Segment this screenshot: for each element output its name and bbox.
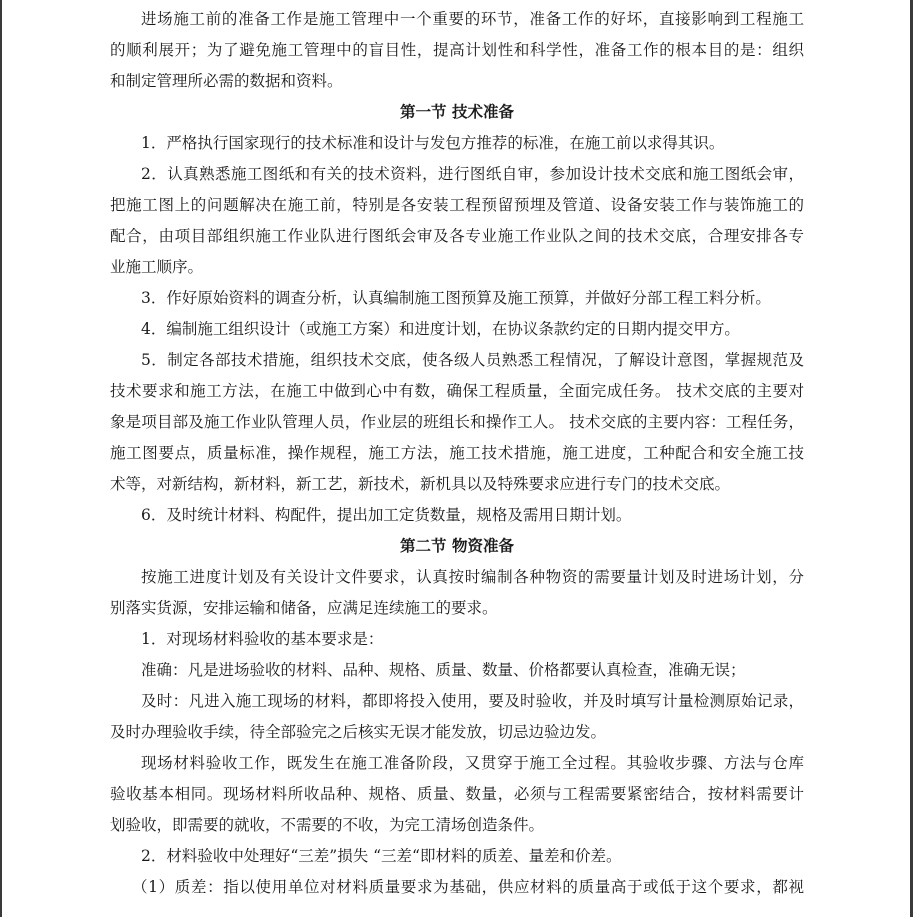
text-line: 1．对现场材料验收的基本要求是： xyxy=(141,630,384,648)
section-heading: 第二节 物资准备 xyxy=(400,536,514,555)
section-heading: 第一节 技术准备 xyxy=(400,102,514,121)
text-line: 的顺利展开；为了避免施工管理中的盲目性，提高计划性和科学性，准备工作的根本目的是：组织 xyxy=(110,41,804,59)
text-line: 6．及时统计材料、构配件，提出加工定货数量，规格及需用日期计划。 xyxy=(141,506,632,524)
text-line: 按施工进度计划及有关设计文件要求，认真按时编制各种物资的需要量计划及时进场计划，分 xyxy=(141,568,804,586)
text-line: 术等，对新结构，新材料，新工艺，新技术，新机具以及特殊要求应进行专门的技术交底。 xyxy=(110,475,731,493)
text-line: 及时办理验收手续，待全部验完之后核实无误才能发放，切忌边验边发。 xyxy=(110,723,607,741)
text-line: 划验收，即需要的就收，不需要的不收，为完工清场创造条件。 xyxy=(110,816,545,834)
text-line: 别落实货源，安排运输和储备，应满足连续施工的要求。 xyxy=(110,599,498,617)
text-line: 5．制定各部技术措施，组织技术交底，使各级人员熟悉工程情况，了解设计意图，掌握规范及 xyxy=(141,351,804,369)
text-line: 2．认真熟悉施工图纸和有关的技术资料，进行图纸自审，参加设计技术交底和施工图纸会审， xyxy=(141,165,804,183)
text-line: 配合，由项目部组织施工作业队进行图纸会审及各专业施工作业队之间的技术交底，合理安排各专 xyxy=(110,227,804,245)
text-line: （1）质差：指以使用单位对材料质量要求为基础，供应材料的质量高于或低于这个要求，都视 xyxy=(132,878,804,896)
text-line: 业施工顺序。 xyxy=(110,258,204,276)
text-line: 及时：凡进入施工现场的材料，都即将投入使用，要及时验收，并及时填写计量检测原始记录， xyxy=(141,692,804,710)
text-line: 验收基本相同。现场材料所收品种、规格、质量、数量，必须与工程需要紧密结合，按材料需要计 xyxy=(110,785,804,803)
text-line: 象是项目部及施工作业队管理人员，作业层的班组长和操作工人。 技术交底的主要内容：工程任务， xyxy=(110,413,804,431)
text-line: 2．材料验收中处理好“三差”损失 “三差“即材料的质差、量差和价差。 xyxy=(141,847,622,865)
text-line: 把施工图上的问题解决在施工前，特别是各安装工程预留预埋及管道、设备安装工作与装饰施工的 xyxy=(110,196,804,214)
text-line: 现场材料验收工作，既发生在施工准备阶段，又贯穿于施工全过程。其验收步骤、方法与仓库 xyxy=(141,754,804,772)
text-line: 和制定管理所必需的数据和资料。 xyxy=(110,72,343,90)
page-border-left xyxy=(0,0,2,917)
text-line: 1．严格执行国家现行的技术标准和设计与发包方推荐的标准，在施工前以求得其识。 xyxy=(141,134,725,152)
text-line: 技术要求和施工方法，在施工中做到心中有数，确保工程质量，全面完成任务。 技术交底的主要对 xyxy=(110,382,804,400)
text-line: 3．作好原始资料的调查分析，认真编制施工图预算及施工预算，并做好分部工程工料分析。 xyxy=(141,289,771,307)
text-line: 准确：凡是进场验收的材料、品种、规格、质量、数量、价格都要认真检查，准确无误； xyxy=(141,661,746,679)
text-line: 4．编制施工组织设计（或施工方案）和进度计划，在协议条款约定的日期内提交甲方。 xyxy=(141,320,740,338)
text-line: 施工图要点，质量标准，操作规程，施工方法，施工技术措施，施工进度，工种配合和安全施工技 xyxy=(110,444,804,462)
document-page xyxy=(110,6,804,905)
text-line: 进场施工前的准备工作是施工管理中一个重要的环节，准备工作的好坏，直接影响到工程施工 xyxy=(141,10,804,28)
